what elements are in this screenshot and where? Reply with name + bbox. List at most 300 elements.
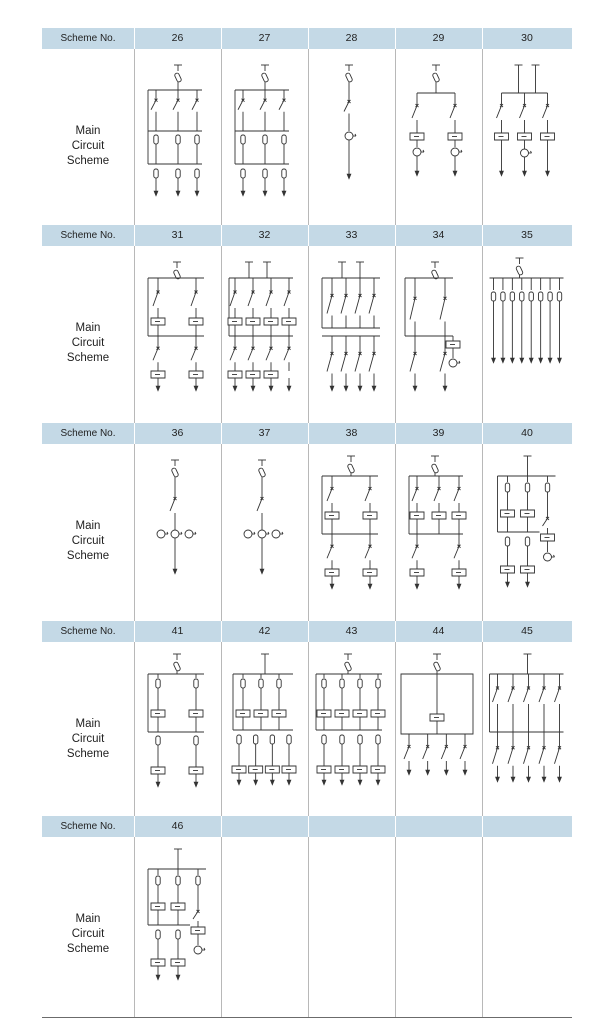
scheme-cell <box>308 642 395 822</box>
switch-symbol <box>555 674 562 714</box>
breaker-symbol <box>254 710 268 717</box>
breaker-symbol <box>265 766 279 773</box>
breaker-symbol <box>353 710 367 717</box>
scheme-number: 33 <box>345 229 358 241</box>
breaker-symbol <box>501 566 515 573</box>
switch-symbol <box>524 732 531 777</box>
terminal-symbol <box>245 262 253 268</box>
fuse-symbol <box>261 72 269 82</box>
terminal-symbol <box>516 258 524 264</box>
breaker-symbol <box>335 766 349 773</box>
outgoing-arrow <box>263 191 267 196</box>
outgoing-arrow <box>282 191 286 196</box>
breaker-symbol <box>272 710 286 717</box>
terminal-symbol <box>171 460 179 466</box>
scheme-number: 46 <box>171 820 184 832</box>
fuse-symbol <box>545 483 549 492</box>
breaker-symbol <box>353 766 367 773</box>
fuse-symbol <box>491 292 495 301</box>
fuse-symbol <box>173 661 181 671</box>
terminal-symbol <box>431 262 439 268</box>
fuse-symbol <box>259 679 263 688</box>
switch-symbol <box>248 278 255 318</box>
outgoing-arrow <box>176 191 180 196</box>
switch-symbol <box>440 278 447 336</box>
scheme-number <box>395 816 482 837</box>
outgoing-arrow <box>527 777 531 782</box>
switch-symbol <box>440 336 447 386</box>
outgoing-arrow <box>322 780 326 785</box>
switch-symbol <box>327 336 334 386</box>
switch-symbol <box>450 93 457 129</box>
switch-symbol <box>404 734 411 770</box>
outgoing-arrow <box>426 770 430 775</box>
current-transformer-symbol <box>171 530 182 538</box>
switch-symbol <box>327 278 334 328</box>
scheme-number <box>482 816 572 837</box>
current-transformer-symbol <box>413 148 424 156</box>
switch-symbol <box>266 278 273 318</box>
terminal-symbol <box>524 456 532 462</box>
switch-symbol <box>412 534 419 569</box>
terminal-symbol <box>345 65 353 71</box>
switch-symbol <box>365 476 372 512</box>
circuit-diagram-group <box>490 654 564 782</box>
outgoing-arrow <box>347 174 351 179</box>
scheme-cell <box>134 246 221 426</box>
fuse-symbol <box>241 169 245 178</box>
table-body <box>42 642 572 822</box>
main-circuit-scheme-label: Main Circuit Scheme <box>66 125 110 167</box>
fuse-symbol <box>176 930 180 939</box>
outgoing-arrow <box>340 780 344 785</box>
fuse-symbol <box>282 169 286 178</box>
switch-symbol <box>173 90 180 119</box>
fuse-symbol <box>557 292 561 301</box>
switch-symbol <box>365 534 372 569</box>
fuse-symbol <box>156 736 160 745</box>
outgoing-arrow <box>156 975 160 980</box>
scheme-number: 34 <box>432 229 445 241</box>
main-circuit-scheme-label: Main Circuit Scheme <box>66 913 110 955</box>
circuit-diagram <box>395 642 482 822</box>
terminal-symbol <box>532 65 540 71</box>
switch-symbol <box>260 90 267 119</box>
fuse-symbol <box>176 169 180 178</box>
breaker-symbol <box>452 512 466 519</box>
switch-symbol <box>508 732 515 777</box>
fuse-symbol <box>344 661 352 671</box>
scheme-number: 27 <box>258 32 271 44</box>
fuse-symbol <box>194 736 198 745</box>
switch-symbol <box>284 336 291 371</box>
scheme-cell <box>221 642 308 822</box>
circuit-diagram <box>221 49 308 229</box>
circuit-diagram <box>482 49 572 229</box>
fuse-symbol <box>347 463 355 473</box>
breaker-symbol <box>228 371 242 378</box>
circuit-diagram-group <box>498 456 556 587</box>
breaker-symbol <box>249 766 263 773</box>
terminal-symbol <box>344 654 352 660</box>
main-circuit-scheme-label: Main Circuit Scheme <box>66 520 110 562</box>
outgoing-arrow <box>506 582 510 587</box>
scheme-cell <box>395 837 482 1017</box>
circuit-diagram-group <box>228 262 296 391</box>
scheme-cell <box>482 642 572 822</box>
breaker-symbol <box>246 318 260 325</box>
switch-symbol <box>539 732 546 777</box>
outgoing-arrow <box>413 386 417 391</box>
outgoing-arrow <box>368 584 372 589</box>
switch-symbol <box>460 734 467 770</box>
fuse-symbol <box>194 679 198 688</box>
breaker-symbol <box>363 512 377 519</box>
circuit-diagram-group <box>148 849 206 980</box>
switch-symbol <box>434 476 441 512</box>
circuit-diagram <box>221 642 308 822</box>
fuse-symbol <box>176 876 180 885</box>
scheme-table-3 <box>42 423 572 624</box>
scheme-cell <box>221 246 308 426</box>
fuse-symbol <box>322 679 326 688</box>
circuit-diagram <box>134 49 221 229</box>
breaker-symbol <box>410 512 424 519</box>
circuit-diagram-group <box>405 262 460 391</box>
breaker-symbol <box>448 133 462 140</box>
breaker-symbol <box>232 766 246 773</box>
outgoing-arrow <box>520 358 524 363</box>
fuse-symbol <box>237 735 241 744</box>
scheme-cell <box>482 444 572 624</box>
breaker-symbol <box>151 959 165 966</box>
breaker-symbol <box>171 959 185 966</box>
breaker-symbol <box>228 318 242 325</box>
switch-symbol <box>151 90 158 119</box>
scheme-no-header: Scheme No. <box>60 821 116 832</box>
main-circuit-scheme-label: Main Circuit Scheme <box>66 322 110 364</box>
circuit-diagram <box>308 642 395 822</box>
terminal-symbol <box>356 262 364 268</box>
fuse-symbol <box>501 292 505 301</box>
scheme-cell <box>395 246 482 426</box>
switch-symbol <box>153 336 160 371</box>
terminal-symbol <box>174 65 182 71</box>
outgoing-arrow <box>492 358 496 363</box>
switch-symbol <box>153 278 160 318</box>
current-transformer-symbol <box>449 359 460 367</box>
switch-symbol <box>257 486 264 522</box>
outgoing-arrow <box>195 191 199 196</box>
scheme-cell <box>482 246 572 426</box>
fuse-symbol <box>195 135 199 144</box>
circuit-diagram <box>308 246 395 426</box>
terminal-symbol <box>515 65 523 71</box>
switch-symbol <box>192 90 199 119</box>
switch-symbol <box>493 674 500 714</box>
scheme-cell <box>221 49 308 229</box>
scheme-table-5 <box>42 816 572 1017</box>
outgoing-arrow <box>457 584 461 589</box>
circuit-diagram-group <box>409 456 466 589</box>
fuse-symbol <box>156 930 160 939</box>
scheme-cell <box>308 444 395 624</box>
switch-symbol <box>543 510 550 534</box>
terminal-symbol <box>174 849 182 855</box>
circuit-diagram-group <box>410 65 462 176</box>
switch-symbol <box>520 93 527 129</box>
switch-symbol <box>412 93 419 129</box>
switch-symbol <box>191 278 198 318</box>
breaker-symbol <box>151 767 165 774</box>
breaker-symbol <box>501 510 515 517</box>
fuse-symbol <box>195 169 199 178</box>
circuit-diagram-group <box>322 456 378 589</box>
switch-symbol <box>238 90 245 119</box>
scheme-number <box>308 816 395 837</box>
circuit-diagram <box>134 444 221 624</box>
breaker-symbol <box>335 710 349 717</box>
scheme-cell <box>221 444 308 624</box>
scheme-number: 37 <box>258 427 271 439</box>
outgoing-arrow <box>270 780 274 785</box>
fuse-symbol <box>433 661 441 671</box>
current-transformer-symbol <box>194 946 205 954</box>
scheme-number: 26 <box>171 32 184 44</box>
outgoing-arrow <box>546 171 550 176</box>
fuse-symbol <box>154 135 158 144</box>
circuit-diagram-group <box>344 65 356 179</box>
fuse-symbol <box>270 735 274 744</box>
current-transformer-symbol <box>345 132 356 140</box>
breaker-symbol <box>151 371 165 378</box>
scheme-cell <box>134 49 221 229</box>
circuit-diagram-group <box>316 654 385 785</box>
switch-symbol <box>191 336 198 371</box>
circuit-diagram-group <box>148 65 202 196</box>
scheme-cell <box>482 49 572 229</box>
circuit-diagram-group <box>232 654 296 785</box>
scheme-cell <box>221 837 308 1017</box>
outgoing-arrow <box>511 777 515 782</box>
circuit-diagram <box>221 246 308 426</box>
scheme-cell <box>134 444 221 624</box>
fuse-symbol <box>277 679 281 688</box>
circuit-diagram <box>308 444 395 624</box>
switch-symbol <box>369 336 376 386</box>
fuse-symbol <box>340 679 344 688</box>
scheme-table-1 <box>42 28 572 229</box>
outgoing-arrow <box>415 171 419 176</box>
outgoing-arrow <box>194 386 198 391</box>
outgoing-arrow <box>510 358 514 363</box>
fuse-symbol <box>282 135 286 144</box>
fuse-symbol <box>263 135 267 144</box>
scheme-cell <box>395 444 482 624</box>
scheme-cell <box>482 837 572 1017</box>
breaker-symbol <box>521 510 535 517</box>
fuse-symbol <box>548 292 552 301</box>
breaker-symbol <box>189 318 203 325</box>
terminal-symbol <box>524 654 532 660</box>
fuse-symbol <box>156 876 160 885</box>
breaker-symbol <box>452 569 466 576</box>
terminal-symbol <box>261 654 269 660</box>
outgoing-arrow <box>156 386 160 391</box>
fuse-symbol <box>340 735 344 744</box>
switch-symbol <box>341 336 348 386</box>
circuit-diagram <box>134 246 221 426</box>
table-body <box>42 444 572 624</box>
circuit-diagram-group <box>148 654 204 787</box>
circuit-diagram <box>395 49 482 229</box>
scheme-number: 39 <box>432 427 445 439</box>
outgoing-arrow <box>269 386 273 391</box>
current-transformer-symbol <box>258 530 269 538</box>
table-bottom-rule <box>42 1017 572 1018</box>
scheme-number: 45 <box>521 625 533 637</box>
table-header <box>42 816 572 837</box>
switch-symbol <box>410 336 417 386</box>
circuit-diagram <box>308 49 395 229</box>
circuit-diagram <box>395 444 482 624</box>
outgoing-arrow <box>287 386 291 391</box>
breaker-symbol <box>430 714 444 721</box>
fuse-symbol <box>431 463 439 473</box>
breaker-symbol <box>317 710 331 717</box>
scheme-number: 29 <box>432 32 445 44</box>
switch-symbol <box>423 734 430 770</box>
breaker-symbol <box>171 903 185 910</box>
switch-symbol <box>327 476 334 512</box>
switch-symbol <box>170 486 177 522</box>
circuit-diagram <box>221 444 308 624</box>
circuit-diagram-group <box>157 460 196 574</box>
scheme-cell <box>308 246 395 426</box>
circuit-diagram-group <box>235 65 289 196</box>
switch-symbol <box>355 278 362 328</box>
breaker-symbol <box>495 133 509 140</box>
circuit-diagram <box>134 837 221 1017</box>
switch-symbol <box>344 91 351 121</box>
outgoing-arrow <box>526 582 530 587</box>
scheme-number: 44 <box>432 625 445 637</box>
scheme-no-header: Scheme No. <box>60 626 116 637</box>
switch-symbol <box>412 476 419 512</box>
circuit-diagram-group <box>490 258 564 363</box>
scheme-cell <box>134 642 221 822</box>
fuse-symbol <box>358 735 362 744</box>
switch-symbol <box>230 278 237 318</box>
fuse-symbol <box>241 135 245 144</box>
scheme-number: 31 <box>171 229 184 241</box>
breaker-symbol <box>518 133 532 140</box>
outgoing-arrow <box>194 782 198 787</box>
scheme-cell <box>134 837 221 1017</box>
breaker-symbol <box>541 534 555 541</box>
switch-symbol <box>266 336 273 371</box>
breaker-symbol <box>151 710 165 717</box>
scheme-no-header: Scheme No. <box>60 230 116 241</box>
circuit-diagram-group <box>148 262 204 391</box>
terminal-symbol <box>433 654 441 660</box>
fuse-symbol <box>520 292 524 301</box>
breaker-symbol <box>446 341 460 348</box>
switch-symbol <box>230 336 237 371</box>
fuse-symbol <box>510 292 514 301</box>
current-transformer-symbol <box>544 553 555 561</box>
breaker-symbol <box>541 133 555 140</box>
switch-symbol <box>497 93 504 129</box>
table-header <box>42 423 572 444</box>
fuse-symbol <box>287 735 291 744</box>
fuse-symbol <box>525 537 529 546</box>
switch-symbol <box>524 674 531 714</box>
outgoing-arrow <box>529 358 533 363</box>
fuse-symbol <box>176 135 180 144</box>
breaker-symbol <box>521 566 535 573</box>
scheme-cell <box>308 49 395 229</box>
scheme-cell <box>308 837 395 1017</box>
scheme-cell <box>395 642 482 822</box>
switch-symbol <box>284 278 291 318</box>
breaker-symbol <box>151 318 165 325</box>
switch-symbol <box>454 476 461 512</box>
fuse-symbol <box>263 169 267 178</box>
outgoing-arrow <box>251 386 255 391</box>
switch-symbol <box>279 90 286 119</box>
breaker-symbol <box>191 927 205 934</box>
scheme-number: 40 <box>521 427 533 439</box>
outgoing-arrow <box>154 191 158 196</box>
switch-symbol <box>555 732 562 777</box>
breaker-symbol <box>151 903 165 910</box>
circuit-diagram <box>482 444 572 624</box>
fuse-symbol <box>171 467 179 477</box>
scheme-number <box>221 816 308 837</box>
breaker-symbol <box>410 569 424 576</box>
switch-symbol <box>493 732 500 777</box>
outgoing-arrow <box>444 770 448 775</box>
breaker-symbol <box>246 371 260 378</box>
switch-symbol <box>355 336 362 386</box>
breaker-symbol <box>189 767 203 774</box>
breaker-symbol <box>282 318 296 325</box>
scheme-number: 35 <box>521 229 533 241</box>
fuse-symbol <box>529 292 533 301</box>
current-transformer-symbol <box>521 149 532 157</box>
outgoing-arrow <box>407 770 411 775</box>
breaker-symbol <box>189 710 203 717</box>
breaker-symbol <box>264 318 278 325</box>
outgoing-arrow <box>500 171 504 176</box>
current-transformer-symbol <box>451 148 462 156</box>
breaker-symbol <box>371 710 385 717</box>
scheme-table-4 <box>42 621 572 822</box>
current-transformer-symbol <box>157 530 168 538</box>
outgoing-arrow <box>372 386 376 391</box>
outgoing-arrow <box>344 386 348 391</box>
fuse-symbol <box>432 72 440 82</box>
fuse-symbol <box>253 735 257 744</box>
fuse-symbol <box>258 467 266 477</box>
scheme-number: 43 <box>345 625 358 637</box>
terminal-symbol <box>432 65 440 71</box>
scheme-number: 30 <box>521 32 533 44</box>
fuse-symbol <box>525 483 529 492</box>
outgoing-arrow <box>233 386 237 391</box>
switch-symbol <box>543 93 550 129</box>
